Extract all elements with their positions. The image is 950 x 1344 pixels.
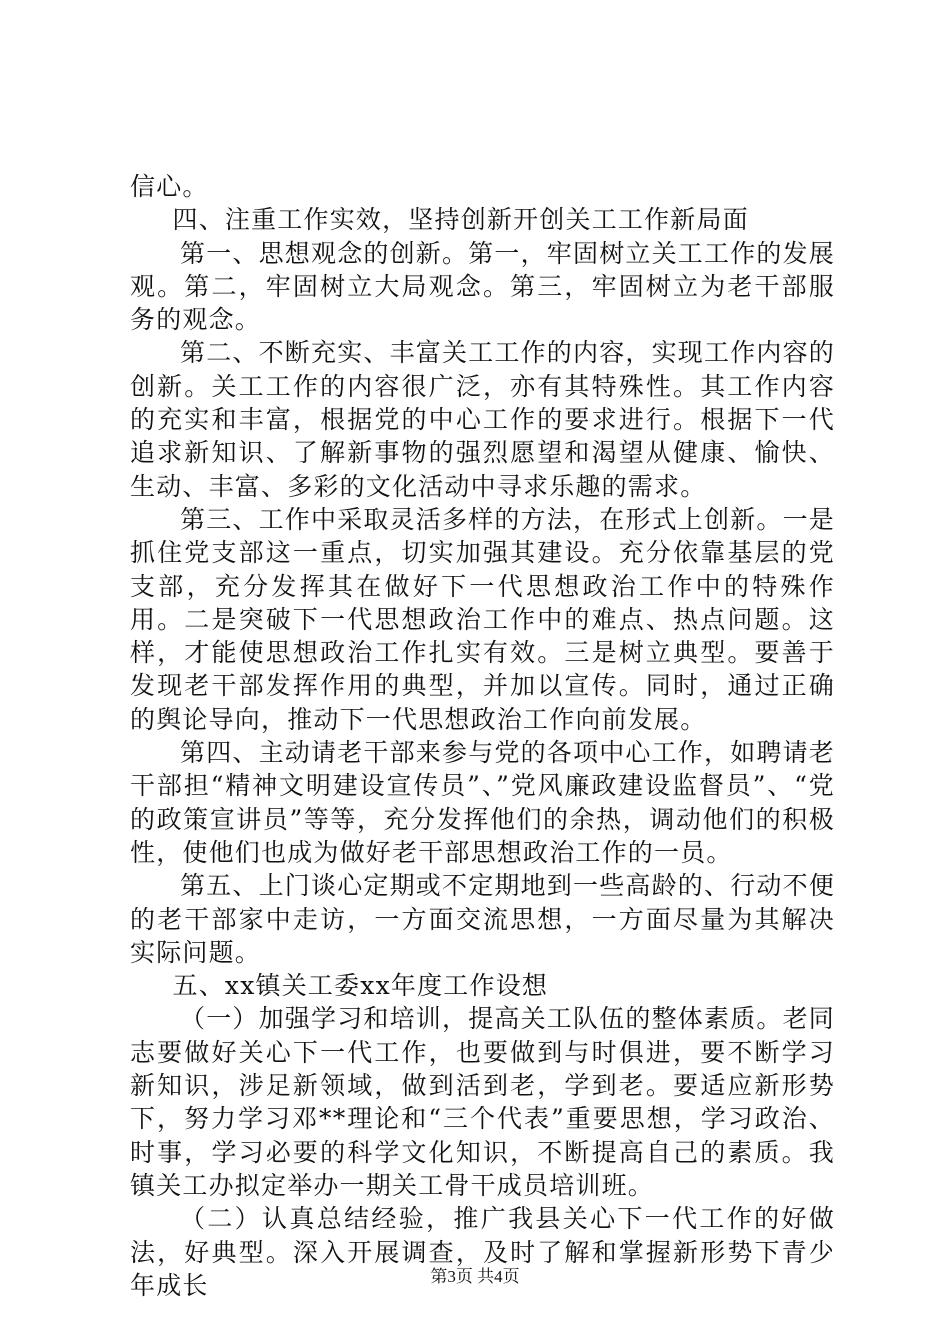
page-footer: 第3页 共4页 (430, 1267, 520, 1286)
paragraph: 第五、上门谈心定期或不定期地到一些高龄的、行动不便的老干部家中走访，一方面交流思想，一方面尽量为其解决实际问题。 (130, 871, 836, 967)
document-body (130, 170, 835, 1302)
paragraph: （二）认真总结经验，推广我县关心下一代工作的好做法，好典型。深入开展调查，及时了解和掌握新形势下青少年成长 (130, 1204, 835, 1300)
paragraph: 信心。 (130, 172, 209, 201)
paragraph: 第二、不断充实、丰富关工工作的内容，实现工作内容的创新。关工工作的内容很广泛，亦有其特殊性。其工作内容的充实和丰富，根据党的中心工作的要求进行。根据下一代追求新知识、了解新事物的强烈愿望和渴望从健康、愉快、生动、丰富、多彩的文化活动中寻求乐趣的需求。 (130, 338, 836, 501)
paragraph: 第三、工作中采取灵活多样的方法，在形式上创新。一是抓住党支部这一重点，切实加强其建设。充分依靠基层的党支部，充分发挥其在做好下一代思想政治工作中的特殊作用。二是突破下一代思想政治工作中的难点、热点问题。这样，才能使思想政治工作扎实有效。三是树立典型。要善于发现老干部发挥作用的典型，并加以宣传。同时，通过正确的舆论导向，推动下一代思想政治工作向前发展。 (130, 504, 836, 734)
paragraph: （一）加强学习和培训，提高关工队伍的整体素质。老同志要做好关心下一代工作，也要做到与时俱进，要不断学习新知识，涉足新领域，做到活到老，学到老。要适应新形势下，努力学习邓**理论和“三个代表”重要思想，学习政治、时事，学习必要的科学文化知识，不断提高自己的素质。我镇关工办拟定举办一期关工骨干成员培训班。 (130, 1004, 836, 1200)
paragraph: 四、注重工作实效，坚持创新开创关工工作新局面 (172, 205, 749, 235)
paragraph: 五、xx镇关工委xx年度工作设想 (172, 971, 549, 1001)
paragraph: 第一、思想观念的创新。第一，牢固树立关工工作的发展观。第二，牢固树立大局观念。第三，牢固树立为老干部服务的观念。 (130, 238, 836, 335)
paragraph: 第四、主动请老干部来参与党的各项中心工作，如聘请老干部担“精神文明建设宣传员”、”党风廉政建设监督员”、“党的政策宣讲员”等等，充分发挥他们的余热，调动他们的积极性，使他们也成为做好老干部思想政治工作的一员。 (130, 738, 836, 867)
